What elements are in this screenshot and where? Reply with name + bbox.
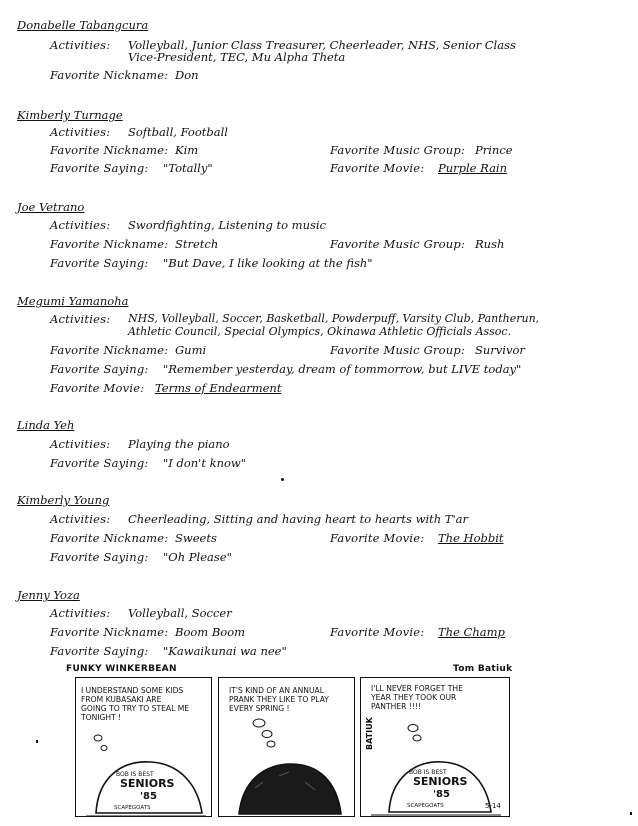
- rock-graffiti-top: BOB IS BEST: [409, 769, 447, 776]
- activities-value-cont: Vice-President, TEC, Mu Alpha Theta: [128, 50, 346, 64]
- nickname-value: Stretch: [175, 237, 219, 251]
- student-name: Kimberly Young: [17, 493, 110, 507]
- activities-label: Activities:: [50, 125, 111, 139]
- saying-label: Favorite Saying:: [50, 256, 149, 270]
- comic-author: Tom Batiuk: [453, 664, 513, 674]
- movie-value: The Hobbit: [438, 531, 504, 545]
- saying-value: "Kawaikunai wa nee": [163, 644, 287, 658]
- saying-label: Favorite Saying:: [50, 644, 149, 658]
- nickname-value: Gumi: [175, 343, 207, 357]
- nickname-value: Kim: [175, 143, 199, 157]
- nickname-label: Favorite Nickname:: [50, 68, 169, 82]
- saying-value: "Remember yesterday, dream of tommorrow, but LIVE today": [163, 362, 522, 376]
- saying-value: "But Dave, I like looking at the fish": [163, 256, 373, 270]
- nickname-value: Sweets: [175, 531, 217, 545]
- comic-date: 5-14: [485, 802, 501, 810]
- comic-panel-3: [360, 677, 510, 817]
- comic-panel-2: [218, 677, 355, 817]
- ink-speck: [630, 812, 632, 815]
- activities-value: Volleyball, Junior Class Treasurer, Cheerleader, NHS, Senior Class: [128, 38, 516, 52]
- movie-value: The Champ: [438, 625, 505, 639]
- student-name: Megumi Yamanoha: [17, 294, 129, 308]
- activities-value-cont: Athletic Council, Special Olympics, Okinawa Athletic Officials Assoc.: [128, 325, 512, 338]
- rock-graffiti-small: SCAPEGOATS: [407, 803, 444, 809]
- saying-label: Favorite Saying:: [50, 456, 149, 470]
- rock-graffiti-year: '85: [140, 791, 157, 802]
- movie-label: Favorite Movie:: [50, 381, 145, 395]
- student-name: Linda Yeh: [17, 418, 75, 432]
- activities-label: Activities:: [50, 218, 111, 232]
- nickname-label: Favorite Nickname:: [50, 237, 169, 251]
- nickname-label: Favorite Nickname:: [50, 343, 169, 357]
- saying-value: "Oh Please": [163, 550, 232, 564]
- nickname-value: Boom Boom: [175, 625, 246, 639]
- music-value: Rush: [475, 237, 505, 251]
- movie-label: Favorite Movie:: [330, 531, 425, 545]
- activities-value: Volleyball, Soccer: [128, 606, 232, 620]
- movie-label: Favorite Movie:: [330, 161, 425, 175]
- student-name: Joe Vetrano: [17, 200, 85, 214]
- rock-graffiti-top: BOB IS BEST: [116, 771, 154, 778]
- activities-label: Activities:: [50, 312, 111, 326]
- nickname-label: Favorite Nickname:: [50, 625, 169, 639]
- comic-title: FUNKY WINKERBEAN: [66, 664, 177, 674]
- artist-signature: BATIUK: [365, 717, 374, 750]
- music-label: Favorite Music Group:: [330, 143, 466, 157]
- saying-label: Favorite Saying:: [50, 362, 149, 376]
- activities-value: Playing the piano: [128, 437, 230, 451]
- activities-value: NHS, Volleyball, Soccer, Basketball, Powderpuff, Varsity Club, Pantherun,: [128, 312, 540, 325]
- rock-graffiti-seniors: SENIORS: [120, 777, 175, 790]
- speech-bubble: I UNDERSTAND SOME KIDS FROM KUBASAKI ARE GOING TO TRY TO STEAL ME TONIGHT !: [81, 686, 190, 722]
- activities-value: Softball, Football: [128, 125, 228, 139]
- rock-graffiti-small: SCAPEGOATS: [114, 805, 151, 811]
- nickname-value: Don: [175, 68, 199, 82]
- activities-label: Activities:: [50, 38, 111, 52]
- saying-label: Favorite Saying:: [50, 550, 149, 564]
- nickname-label: Favorite Nickname:: [50, 143, 169, 157]
- saying-value: "I don't know": [163, 456, 247, 470]
- student-name: Jenny Yoza: [17, 588, 80, 602]
- saying-label: Favorite Saying:: [50, 161, 149, 175]
- rock-graffiti-year: '85: [433, 789, 450, 800]
- speech-bubble: IT'S KIND OF AN ANNUAL PRANK THEY LIKE TO PLAY EVERY SPRING !: [229, 686, 329, 713]
- dark-rock-drawing: [219, 678, 355, 817]
- rock-graffiti-seniors: SENIORS: [413, 775, 468, 788]
- speech-bubble: I'LL NEVER FORGET THE YEAR THEY TOOK OUR PANTHER !!!!: [371, 684, 463, 711]
- saying-value: "Totally": [163, 161, 213, 175]
- activities-value: Swordfighting, Listening to music: [128, 218, 327, 232]
- nickname-label: Favorite Nickname:: [50, 531, 169, 545]
- activities-label: Activities:: [50, 437, 111, 451]
- ink-speck: [281, 478, 284, 481]
- music-value: Prince: [475, 143, 513, 157]
- student-name: Donabelle Tabangcura: [17, 18, 149, 32]
- movie-value: Purple Rain: [438, 161, 508, 175]
- comic-panel-1: [75, 677, 212, 817]
- movie-value: Terms of Endearment: [155, 381, 282, 395]
- movie-label: Favorite Movie:: [330, 625, 425, 639]
- music-label: Favorite Music Group:: [330, 237, 466, 251]
- music-label: Favorite Music Group:: [330, 343, 466, 357]
- activities-value: Cheerleading, Sitting and having heart to hearts with T'ar: [128, 512, 468, 526]
- activities-label: Activities:: [50, 512, 111, 526]
- ink-speck: [36, 740, 38, 743]
- music-value: Survivor: [475, 343, 525, 357]
- student-name: Kimberly Turnage: [17, 108, 123, 122]
- activities-label: Activities:: [50, 606, 111, 620]
